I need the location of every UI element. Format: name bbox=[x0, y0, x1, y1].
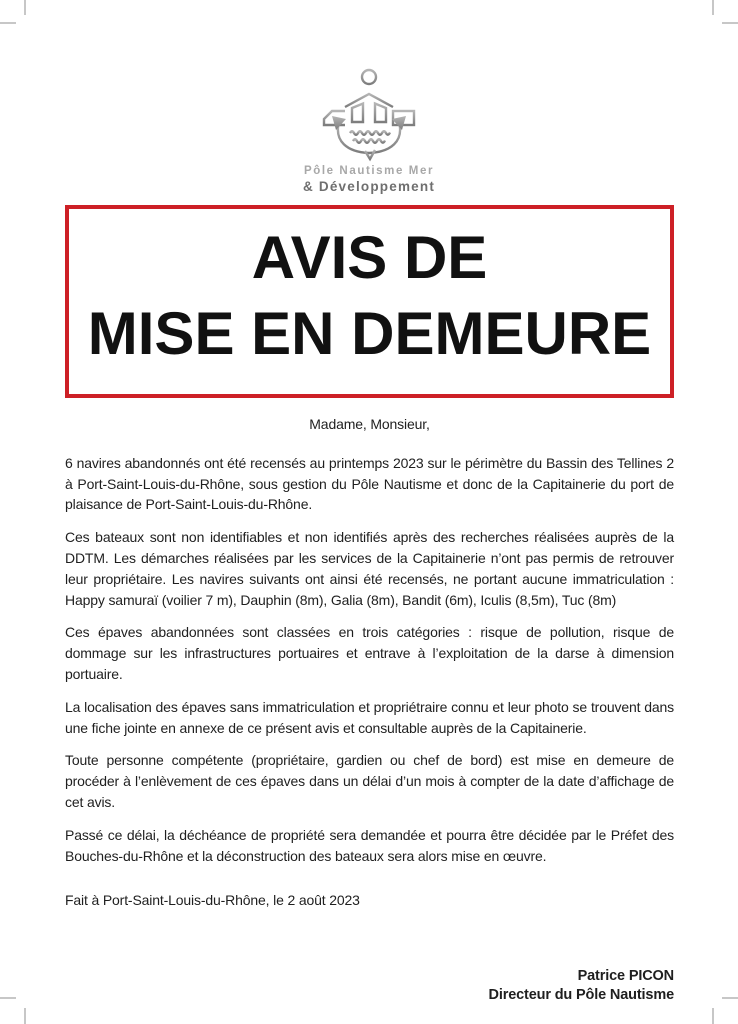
crop-mark bbox=[722, 997, 738, 999]
crop-mark bbox=[0, 22, 16, 24]
crop-mark bbox=[24, 0, 26, 15]
paragraph-2: Ces bateaux sont non identifiables et non identifiés après des recherches réalisées auprès de la DDTM. Les démarches réalisées par les services de la Capitainerie n’ont pas permis de retrouver leur propriétaire. Les navires suivants ont ainsi été recensés, ne portant aucune immatriculation : Happy samuraï (voilier 7 m), Dauphin (8m), Galia (8m), Bandit (6m), Iculis (8,5m), Tuc (8m) bbox=[65, 529, 674, 608]
notice-title-line1: AVIS DE bbox=[251, 223, 488, 291]
signature-block bbox=[65, 967, 674, 1005]
logo-block bbox=[0, 62, 738, 194]
crop-mark bbox=[712, 1008, 714, 1024]
crop-mark bbox=[722, 22, 738, 24]
signature-name: Patrice PICON bbox=[577, 968, 674, 985]
salutation: Madame, Monsieur, bbox=[309, 416, 430, 432]
paragraph-3: Ces épaves abandonnées sont classées en trois catégories : risque de pollution, risque de dommage sur les infrastructures portuaires et entrave à l’exploitation de la darse à dimension portuaire. bbox=[65, 624, 674, 682]
paragraph-4: La localisation des épaves sans immatriculation et propriétraire connu et leur photo se trouvent dans une fiche jointe en annexe de ce présent avis et consultable auprès de la Capitainerie. bbox=[65, 698, 674, 736]
logo-text-line1: Pôle Nautisme Mer bbox=[303, 165, 435, 177]
paragraph-6: Passé ce délai, la déchéance de propriété sera demandée et pourra être décidée par le Préfet des Bouches-du-Rhône et la déconstruction des bateaux sera alors mise en œuvre. bbox=[65, 826, 674, 864]
crop-mark bbox=[24, 1008, 26, 1024]
anchor-boat-waves-logo-icon bbox=[319, 62, 419, 162]
date-line: Fait à Port-Saint-Louis-du-Rhône, le 2 août 2023 bbox=[65, 892, 360, 909]
notice-title-box bbox=[65, 205, 674, 398]
notice-body bbox=[65, 414, 674, 1005]
notice-title-line2: MISE EN DEMEURE bbox=[87, 299, 652, 367]
logo-text-line2: & Développement bbox=[302, 179, 436, 194]
paragraph-1: 6 navires abandonnés ont été recensés au printemps 2023 sur le périmètre du Bassin des Tellines 2 à Port-Saint-Louis-du-Rhône, sous gestion du Pôle Nautisme et donc de la Capitainerie du port de plaisance de Port-Saint-Louis-du-Rhône. bbox=[65, 454, 674, 513]
crop-mark bbox=[712, 0, 714, 15]
crop-mark bbox=[0, 997, 16, 999]
signature-title: Directeur du Pôle Nautisme bbox=[488, 987, 674, 1004]
paragraph-5: Toute personne compétente (propriétaire, gardien ou chef de bord) est mise en demeure de procéder à l’enlèvement de ces épaves dans un délai d’un mois à compter de la date d’affichage de cet avis. bbox=[65, 752, 674, 810]
